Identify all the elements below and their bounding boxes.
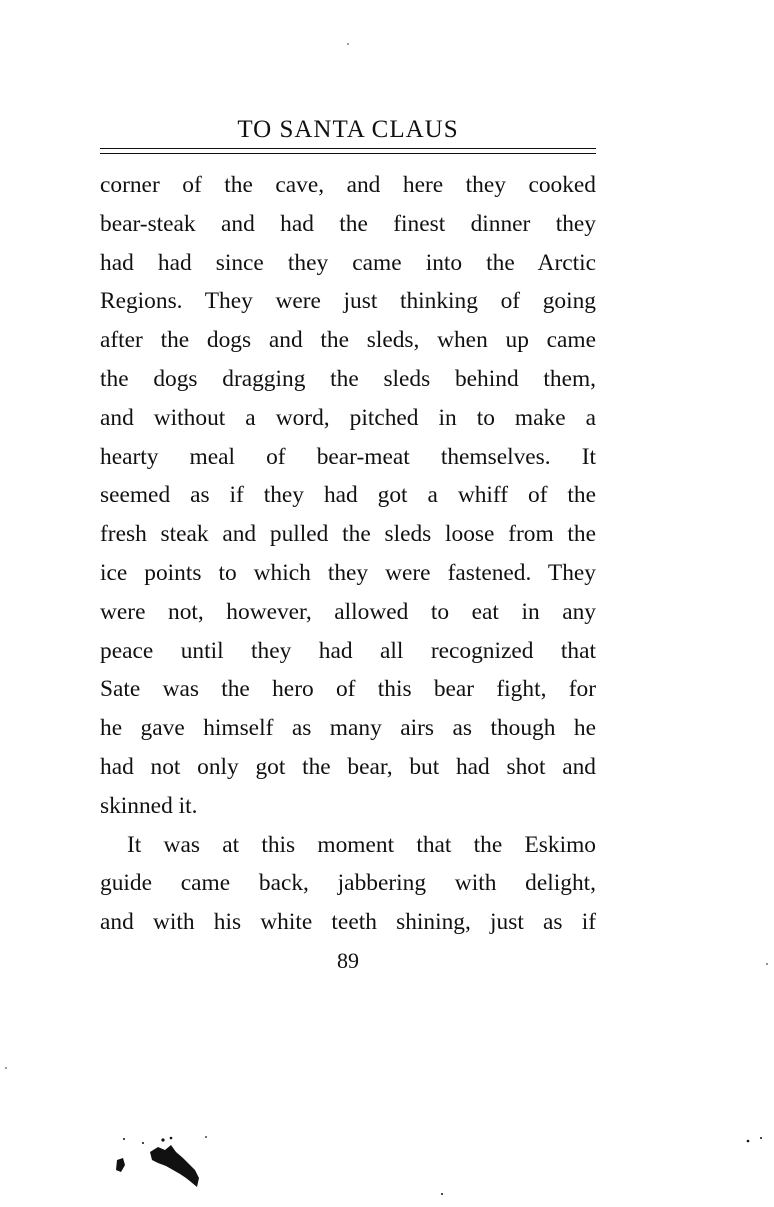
running-head: TO SANTA CLAUS (237, 116, 459, 143)
text-line: hearty meal of bear-meat themselves. It (100, 443, 596, 470)
ink-blot (150, 1145, 199, 1187)
speck (142, 1142, 144, 1144)
speck (760, 1137, 762, 1139)
text-line: guide came back, jabbering with delight, (100, 870, 596, 897)
text-line: ice points to which they were fastened. They (100, 559, 596, 586)
speck (123, 1138, 125, 1140)
text-line: were not, however, allowed to eat in any (100, 598, 596, 625)
speck (5, 1067, 6, 1068)
text-line: fresh steak and pulled the sleds loose from the (100, 521, 596, 548)
ink-blot (116, 1158, 125, 1172)
text-line: Sate was the hero of this bear fight, for (100, 676, 596, 703)
speck (441, 1193, 443, 1195)
speck (205, 1136, 207, 1138)
text-line: he gave himself as many airs as though he (100, 715, 596, 742)
text-line: after the dogs and the sleds, when up came (100, 327, 596, 354)
text-line: seemed as if they had got a whiff of the (100, 482, 596, 509)
text-line: bear-steak and had the finest dinner they (100, 210, 596, 237)
text-line: the dogs dragging the sleds behind them, (100, 365, 596, 392)
text-line: It was at this moment that the Eskimo (127, 831, 596, 858)
text-line: peace until they had all recognized that (100, 637, 596, 664)
text-line: and without a word, pitched in to make a (100, 404, 596, 431)
text-line: had not only got the bear, but had shot and (100, 753, 596, 780)
page-number: 89 (337, 948, 359, 973)
speck (766, 963, 768, 965)
speck (170, 1137, 173, 1140)
text-line: Regions. They were just thinking of going (100, 288, 596, 315)
text-line: skinned it. (100, 792, 198, 819)
speck (161, 1138, 164, 1141)
text-line: and with his white teeth shining, just as if (100, 909, 596, 936)
speck (747, 1140, 750, 1143)
text-line: had had since they came into the Arctic (100, 249, 596, 276)
speck (347, 43, 348, 44)
text-line: corner of the cave, and here they cooked (100, 172, 596, 198)
